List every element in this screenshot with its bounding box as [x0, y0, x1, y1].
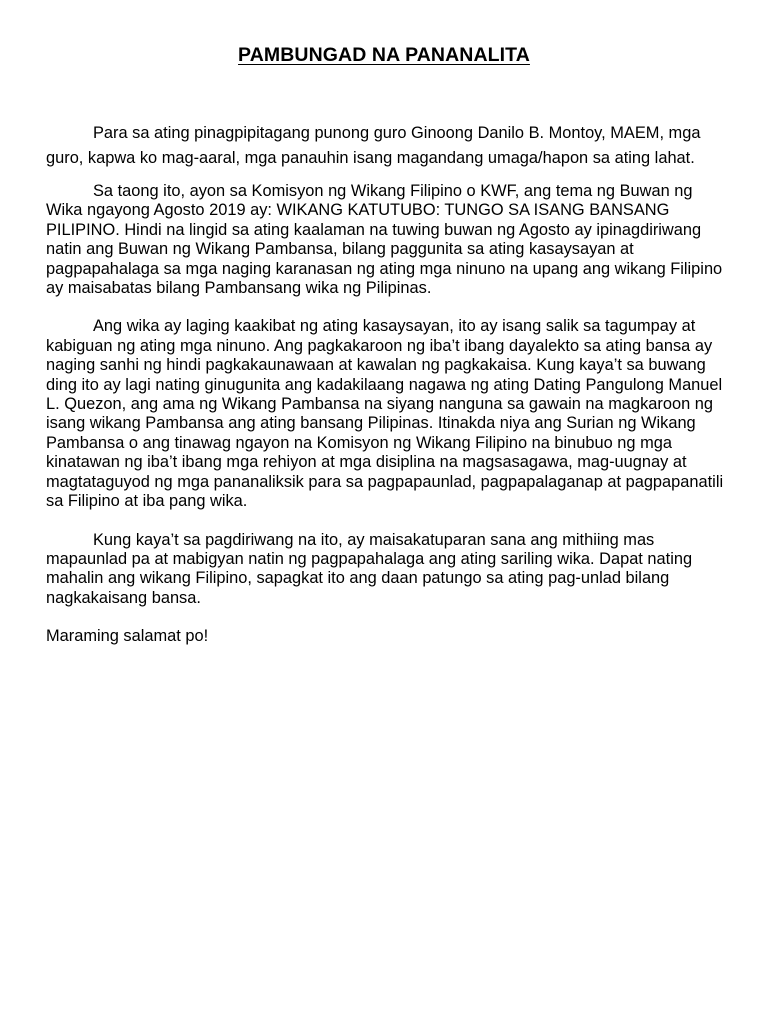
closing-line: Maraming salamat po! [46, 627, 209, 646]
paragraph-theme: Sa taong ito, ayon sa Komisyon ng Wikang Filipino o KWF, ang tema ng Buwan ng Wika ngayong Agosto 2019 ay: WIKANG KATUTUBO: TUNGO SA ISANG BANSANG PILIPINO. Hindi na lingid sa ating kaalaman na tuwing buwan ng Agosto ay ipinagdiriwang natin ang Buwan ng Wikang Pambansa, bilang paggunita sa ating kasaysayan at pagpapahalaga sa mga naging karanasan ng ating mga ninuno na upang ang wikang Filipino ay maisabatas bilang Pambansang wika ng Pilipinas. [46, 182, 723, 298]
paragraph-conclusion: Kung kaya’t sa pagdiriwang na ito, ay maisakatuparan sana ang mithiing mas mapaunlad pa at mabigyan natin ng pagpapahalaga ang ating sariling wika. Dapat nating mahalin ang wikang Filipino, sapagkat ito ang daan patungo sa ating pag-unlad bilang nagkakaisang bansa. [46, 530, 693, 607]
document-body [46, 124, 726, 647]
paragraph-greeting: Para sa ating pinagpipitagang punong guro Ginoong Danilo B. Montoy, MAEM, mga guro, kapwa ko mag-aaral, mga panauhin isang magandang umaga/hapon sa ating lahat. [46, 124, 701, 167]
paragraph-history: Ang wika ay laging kaakibat ng ating kasaysayan, ito ay isang salik sa tagumpay at kabiguan ng ating mga ninuno. Ang pagkakaroon ng iba’t ibang dayalekto sa ating bansa ay naging sanhi ng hindi pagkakaunawaan at kawalan ng pagkakaisa. Kung kaya’t sa buwang ding ito ay lagi nating ginugunita ang kadakilaang nagawa ng ating Dating Pangulong Manuel L. Quezon, ang ama ng Wikang Pambansa na siyang nanguna sa gawain na magkaroon ng isang wikang Pambansa ang ating bansang Pilipinas. Itinakda niya ang Surian ng Wikang Pambansa o ang tinawag ngayon na Komisyon ng Wikang Filipino na binubuo ng mga kinatawan ng iba’t ibang mga rehiyon at mga disiplina na magsasagawa, mag-uugnay at magtataguyod ng mga pananaliksik para sa pagpapaunlad, pagpapalaganap at pagpapanatili sa Filipino at iba pang wika. [46, 317, 724, 511]
document-title: PAMBUNGAD NA PANANALITA [238, 44, 530, 66]
